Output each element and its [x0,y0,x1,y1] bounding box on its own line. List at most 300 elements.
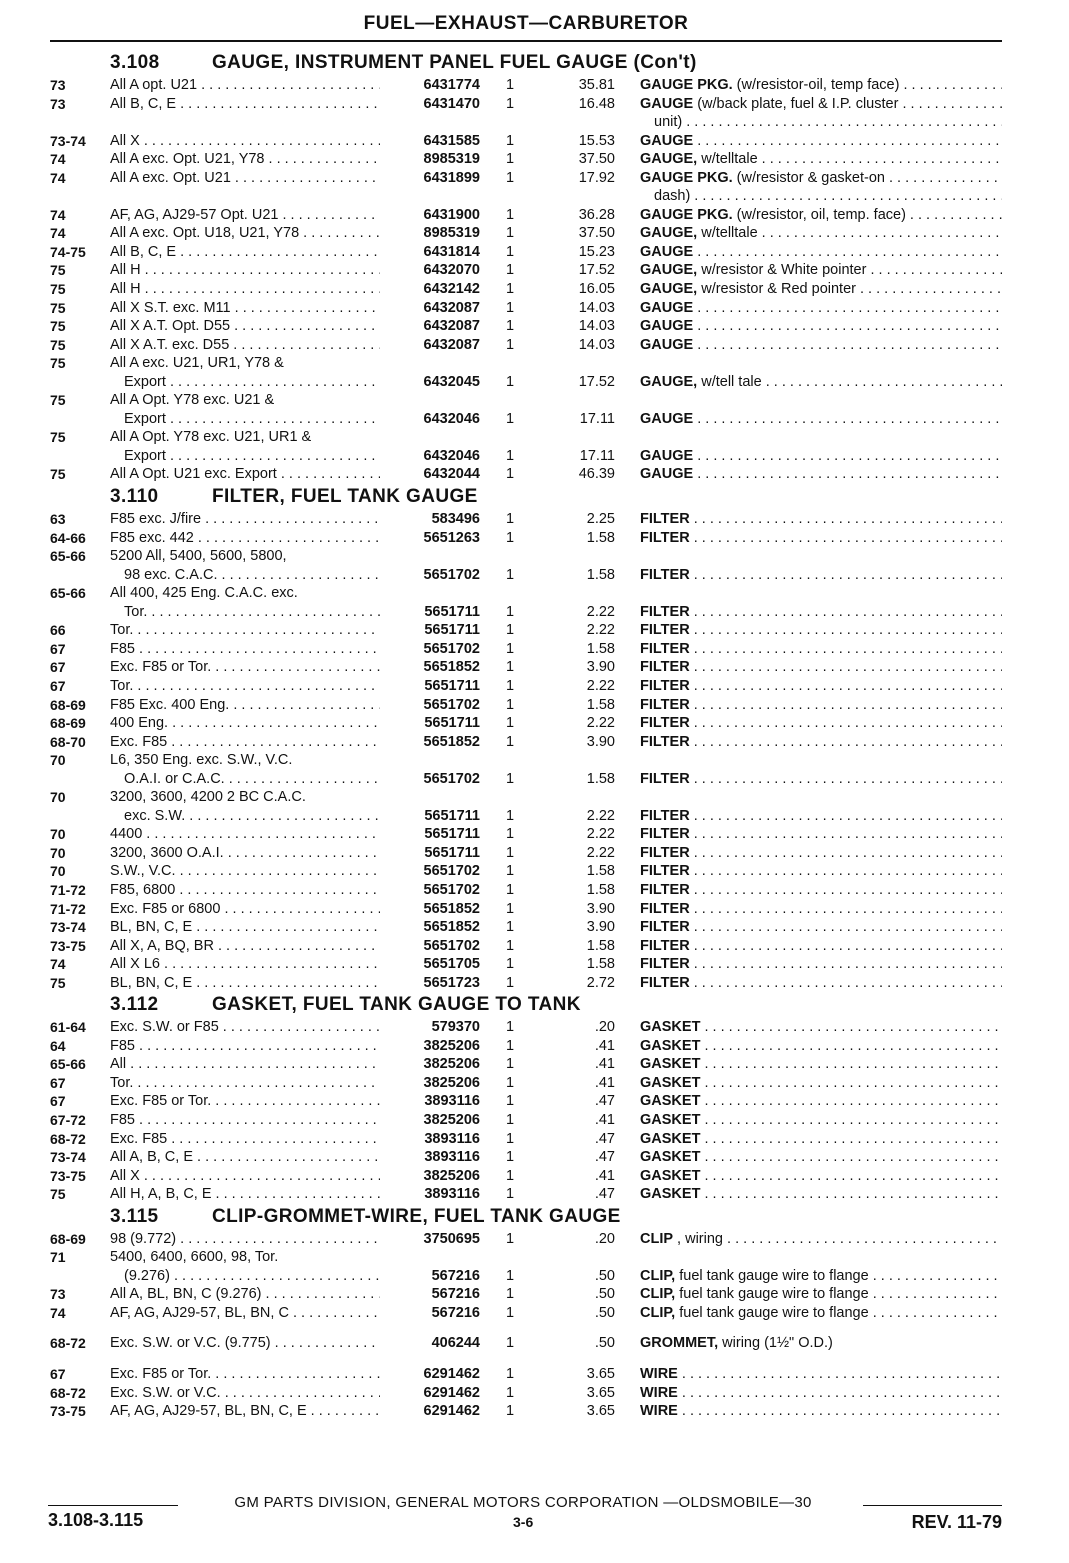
description-name: GASKET [640,1056,701,1073]
application: All A Opt. Y78 exc. U21, UR1 & [110,429,312,446]
application: All A exc. Opt. U21, Y78 . . . [110,150,380,169]
part-row [50,1130,1002,1149]
model-years: 74 [50,1304,66,1321]
model-years: 70 [50,752,66,769]
model-years: 68-70 [50,733,86,750]
description-detail: (w/resistor & gasket-on [732,169,885,186]
application: F85 . . . [110,1037,380,1056]
application: Exc. F85 . . . [110,733,380,752]
application: All B, C, E . . . [110,243,380,262]
quantity: 1 [505,863,515,880]
price: 17.92 [578,169,615,186]
quantity: 1 [505,715,515,732]
price: 2.22 [586,603,615,620]
description [640,1365,1002,1384]
application: AF, AG, AJ29-57, BL, BN, C, E . . . [110,1402,380,1421]
application: All X, A, BQ, BR . . . [110,937,380,956]
part-number: 567216 [431,1304,480,1321]
part-number: 5651711 [424,715,480,732]
quantity: 1 [505,1074,515,1091]
part-row [50,1304,1002,1323]
description-name: GAUGE [640,466,694,483]
quantity: 1 [505,1384,515,1401]
application: exc. S.W. . . . [110,807,380,826]
description-name: GASKET [640,1149,701,1166]
description-detail: , wiring [673,1230,723,1247]
application: Exc. S.W. or V.C. . . . [110,1384,380,1403]
description-name: GAUGE [640,410,694,427]
description-name: GAUGE PKG. [640,206,733,223]
price: 3.65 [586,1366,615,1382]
model-years: 61-64 [50,1019,86,1036]
description-name: FILTER [640,937,690,954]
description [640,1130,1002,1149]
model-years: 66 [50,622,66,639]
model-years: 70 [50,863,66,880]
description [640,169,1002,188]
model-years: 68-72 [50,1384,86,1401]
description [640,566,1002,585]
description-name: GASKET [640,1093,701,1110]
description [640,825,1002,844]
description-name: GAUGE, [640,281,698,298]
description [640,187,1002,206]
part-row [50,261,1002,280]
description-detail: (w/resistor, oil, temp. face) [732,206,906,223]
price: .20 [594,1019,615,1036]
price: 2.22 [586,826,615,843]
quantity: 1 [505,1149,515,1166]
part-row [50,547,1002,566]
quantity: 1 [505,807,515,824]
part-row [50,825,1002,844]
part-row [50,529,1002,548]
price: .50 [594,1286,615,1303]
description [640,1334,1002,1353]
section-number: 3.110 [110,486,159,508]
description [640,862,1002,881]
model-years: 65-66 [50,548,86,565]
quantity: 1 [505,733,515,750]
quantity: 1 [505,1286,515,1303]
application: 98 exc. C.A.C. . . . [110,566,380,585]
part-row [50,428,1002,447]
description [640,733,1002,752]
part-number: 6432044 [423,466,480,483]
quantity: 1 [505,622,515,639]
quantity: 1 [505,844,515,861]
part-row [50,95,1002,114]
price: 3.65 [586,1384,615,1401]
part-row [50,974,1002,993]
part-number: 6431814 [423,243,480,260]
quantity: 1 [505,1111,515,1128]
application: AF, AG, AJ29-57 Opt. U21 . . . [110,206,380,225]
model-years: 68-69 [50,1230,86,1247]
price: 3.90 [586,659,615,676]
application: AF, AG, AJ29-57, BL, BN, C . . . [110,1304,380,1323]
application: Exc. F85 or Tor. . . . [110,658,380,677]
quantity: 1 [505,677,515,694]
model-years: 75 [50,355,66,372]
price: 35.81 [578,77,615,93]
part-row [50,243,1002,262]
model-years: 73-75 [50,937,86,954]
price: 3.90 [586,733,615,750]
part-row [50,113,1002,132]
model-years: 75 [50,281,66,298]
price: 3.90 [586,919,615,936]
model-years: 74 [50,225,66,242]
part-row [50,788,1002,807]
application: All A opt. U21 . . . [110,76,380,95]
application: 3200, 3600 O.A.I. . . . [110,844,380,863]
description [640,621,1002,640]
section-number: 3.112 [110,994,159,1016]
part-row [50,1092,1002,1111]
application: L6, 350 Eng. exc. S.W., V.C. [110,752,293,769]
quantity: 1 [505,1335,515,1352]
price: 16.05 [578,281,615,298]
price: .41 [594,1056,615,1073]
page-header-title: FUEL—EXHAUST—CARBURETOR [363,13,689,34]
description-name: WIRE [640,1403,678,1420]
model-years: 67 [50,1074,66,1091]
quantity: 1 [505,1230,515,1247]
row-spacer [50,1322,1002,1334]
quantity: 1 [505,1037,515,1054]
part-number: 5651702 [423,696,480,713]
part-number: 5651852 [423,919,480,936]
price: .50 [594,1335,615,1352]
description [640,844,1002,863]
section-number: 3.115 [110,1205,159,1227]
part-number: 6432142 [423,281,480,298]
part-number: 3893116 [424,1130,480,1147]
part-row [50,1167,1002,1186]
model-years: 75 [50,299,66,316]
model-years: 67 [50,1093,66,1110]
part-number: 8985319 [423,225,480,242]
description [640,465,1002,484]
description [640,1092,1002,1111]
part-number: 6432070 [423,262,480,279]
part-row [50,1074,1002,1093]
application: Exc. F85 or Tor. . . . [110,1365,380,1384]
description-detail: unit) [654,114,683,131]
description-name: GAUGE, [640,262,698,279]
description-detail: w/telltale [697,225,758,242]
description [640,510,1002,529]
part-number: 6431899 [423,169,480,186]
description-name: WIRE [640,1366,678,1382]
part-number: 6432046 [423,410,480,427]
part-row [50,918,1002,937]
part-row [50,1185,1002,1204]
quantity: 1 [505,151,515,168]
model-years: 75 [50,336,66,353]
part-number: 406244 [431,1335,480,1352]
quantity: 1 [505,1093,515,1110]
part-number: 5651702 [423,640,480,657]
part-number: 6432087 [423,318,480,335]
quantity: 1 [505,132,515,149]
page-footer [48,1490,1002,1540]
quantity: 1 [505,696,515,713]
description [640,1402,1002,1421]
application: S.W., V.C. . . . [110,862,380,881]
application: All 400, 425 Eng. C.A.C. exc. [110,585,298,602]
model-years: 74-75 [50,243,86,260]
application: 4400 . . . [110,825,380,844]
description-name: GAUGE, [640,151,698,168]
description [640,1111,1002,1130]
part-number: 5651702 [423,566,480,583]
description-detail: fuel tank gauge wire to flange [675,1304,869,1321]
model-years: 64 [50,1037,66,1054]
part-number: 5651702 [423,937,480,954]
description [640,410,1002,429]
application: All . . . [110,1055,380,1074]
application: 400 Eng. . . . [110,714,380,733]
quantity: 1 [505,919,515,936]
description [640,974,1002,993]
description [640,1285,1002,1304]
footer-rule-right [863,1505,1002,1506]
quantity: 1 [505,336,515,353]
description-name: FILTER [640,826,690,843]
description [640,937,1002,956]
model-years: 71-72 [50,900,86,917]
part-number: 3893116 [424,1186,480,1203]
application: Tor. . . . [110,677,380,696]
model-years: 64-66 [50,529,86,546]
description-name: FILTER [640,715,690,732]
part-row [50,566,1002,585]
quantity: 1 [505,1130,515,1147]
description [640,113,1002,132]
price: 14.03 [578,318,615,335]
price: 14.03 [578,299,615,316]
description-detail: w/resistor & Red pointer [697,281,856,298]
description [640,1055,1002,1074]
description-name: FILTER [640,770,690,787]
application: Tor. . . . [110,621,380,640]
price: 17.52 [578,373,615,390]
price: 16.48 [578,95,615,112]
description-detail: wiring (1½" O.D.) [718,1335,833,1352]
model-years: 73-74 [50,132,86,149]
part-number: 3825206 [423,1074,480,1091]
description-name: GAUGE PKG. [640,169,733,186]
part-number: 3893116 [424,1149,480,1166]
price: 2.22 [586,844,615,861]
description [640,317,1002,336]
part-number: 5651702 [423,863,480,880]
quantity: 1 [505,410,515,427]
price: 36.28 [578,206,615,223]
price: .47 [594,1130,615,1147]
part-row [50,1267,1002,1286]
part-number: 6432046 [423,447,480,464]
description [640,658,1002,677]
description [640,900,1002,919]
part-row [50,391,1002,410]
description [640,881,1002,900]
quantity: 1 [505,95,515,112]
price: 15.23 [578,243,615,260]
part-row [50,807,1002,826]
quantity: 1 [505,1304,515,1321]
part-number: 6291462 [423,1384,480,1401]
part-number: 5651711 [424,826,480,843]
description-name: FILTER [640,733,690,750]
price: 17.11 [579,447,615,464]
price: 1.58 [586,937,615,954]
application: Exc. F85 or 6800 . . . [110,900,380,919]
quantity: 1 [505,1366,515,1382]
part-row [50,640,1002,659]
quantity: 1 [505,318,515,335]
model-years: 70 [50,844,66,861]
part-row [50,677,1002,696]
description-name: FILTER [640,566,690,583]
section-title: GAUGE, INSTRUMENT PANEL FUEL GAUGE (Con't) [212,52,697,73]
quantity: 1 [505,1167,515,1184]
description-name: FILTER [640,881,690,898]
quantity: 1 [505,77,515,93]
model-years: 65-66 [50,585,86,602]
application: 5200 All, 5400, 5600, 5800, [110,548,287,565]
footer-rule-left [48,1505,178,1506]
quantity: 1 [505,511,515,528]
model-years: 75 [50,262,66,279]
description-name: GAUGE [640,299,694,316]
description [640,1384,1002,1403]
description-name: FILTER [640,844,690,861]
part-row [50,1248,1002,1267]
quantity: 1 [505,373,515,390]
part-row [50,465,1002,484]
application: All X A.T. exc. D55 . . . [110,336,380,355]
part-row [50,955,1002,974]
quantity: 1 [505,169,515,186]
model-years: 75 [50,1186,66,1203]
part-number: 6431774 [423,77,480,93]
part-number: 5651711 [424,677,480,694]
description-name: GAUGE, [640,225,698,242]
model-years: 65-66 [50,1056,86,1073]
part-number: 5651702 [423,770,480,787]
part-row [50,1334,1002,1353]
part-row [50,1148,1002,1167]
quantity: 1 [505,281,515,298]
part-row [50,1285,1002,1304]
quantity: 1 [505,299,515,316]
part-row [50,510,1002,529]
price: 3.90 [586,900,615,917]
part-row [50,881,1002,900]
section-title: CLIP-GROMMET-WIRE, FUEL TANK GAUGE [212,1205,621,1227]
section-heading [50,484,1002,510]
part-row [50,169,1002,188]
part-number: 3893116 [424,1093,480,1110]
footer-section-range: 3.108-3.115 [48,1510,144,1530]
model-years: 75 [50,974,66,991]
part-row [50,1384,1002,1403]
application: Export . . . [110,373,380,392]
price: 2.22 [586,715,615,732]
description-detail: w/tell tale [697,373,762,390]
application: Exc. F85 or Tor. . . . [110,1092,380,1111]
part-number: 5651705 [423,956,480,973]
page-header [50,10,1002,42]
description-name: FILTER [640,622,690,639]
application: All B, C, E . . . [110,95,380,114]
price: 2.22 [586,677,615,694]
part-row [50,1230,1002,1249]
model-years: 73 [50,95,66,112]
description-name: GASKET [640,1167,701,1184]
model-years: 68-69 [50,696,86,713]
model-years: 73-75 [50,1167,86,1184]
description [640,76,1002,95]
part-number: 6431470 [423,95,480,112]
part-row [50,280,1002,299]
price: 1.58 [586,881,615,898]
description [640,1167,1002,1186]
model-years: 71-72 [50,881,86,898]
price: 14.03 [578,336,615,353]
part-number: 6291462 [423,1366,480,1382]
part-number: 5651702 [423,881,480,898]
model-years: 75 [50,429,66,446]
quantity: 1 [505,206,515,223]
application: F85 exc. 442 . . . [110,529,380,548]
part-number: 8985319 [423,151,480,168]
description [640,95,1002,114]
description-detail: (w/resistor-oil, temp face) [732,77,900,93]
description-name: FILTER [640,863,690,880]
application: All A Opt. Y78 exc. U21 & [110,392,275,409]
part-number: 3825206 [423,1056,480,1073]
part-row [50,751,1002,770]
application: 98 (9.772) . . . [110,1230,380,1249]
part-number: 6291462 [423,1403,480,1420]
part-number: 5651723 [423,974,480,991]
part-number: 3825206 [423,1037,480,1054]
part-number: 5651711 [424,603,480,620]
description [640,1230,1002,1249]
part-row [50,76,1002,95]
quantity: 1 [505,1019,515,1036]
description-detail: fuel tank gauge wire to flange [675,1286,869,1303]
application: All A, B, C, E . . . [110,1148,380,1167]
application: F85, 6800 . . . [110,881,380,900]
description-name: FILTER [640,511,690,528]
price: 1.58 [586,640,615,657]
application: Tor. . . . [110,1074,380,1093]
application: All A exc. Opt. U18, U21, Y78 . . . [110,224,380,243]
description-name: GASKET [640,1037,701,1054]
price: 46.39 [578,466,615,483]
part-row [50,621,1002,640]
price: .41 [594,1074,615,1091]
application: 5400, 6400, 6600, 98, Tor. [110,1249,279,1266]
model-years: 74 [50,151,66,168]
part-row [50,1365,1002,1384]
description [640,299,1002,318]
